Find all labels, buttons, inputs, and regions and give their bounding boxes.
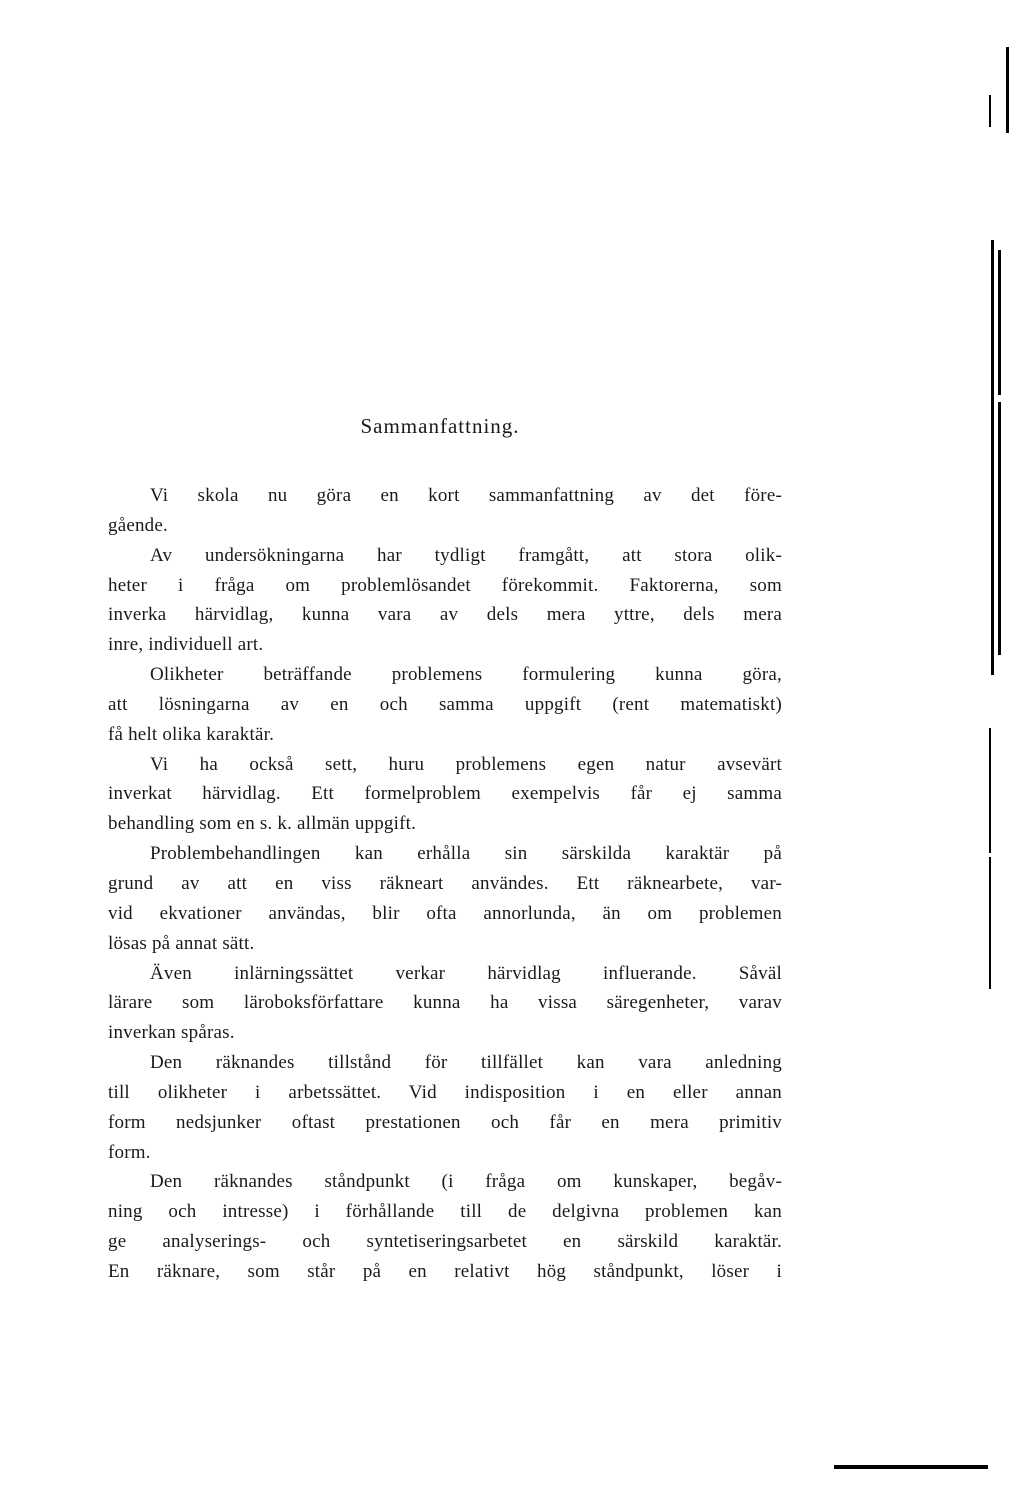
text-line: form. [108, 1141, 151, 1163]
margin-rule [991, 240, 994, 675]
bottom-rule [834, 1465, 988, 1469]
text-line: Problembehandlingen kan erhålla sin särskilda karaktär på [150, 843, 782, 865]
text-line: inverkan spåras. [108, 1022, 235, 1044]
text-line: inverka härvidlag, kunna vara av dels mera yttre, dels mera [108, 604, 782, 626]
body-text [108, 481, 782, 1287]
text-line: En räknare, som står på en relativt hög ståndpunkt, löser i [108, 1260, 782, 1282]
margin-rule [1006, 47, 1009, 133]
text-line: grund av att en viss räkneart användes. Ett räknearbete, var- [108, 872, 782, 894]
text-line: lösas på annat sätt. [108, 932, 255, 954]
text-line: lärare som läroboksförfattare kunna ha vissa säregenheter, varav [108, 992, 782, 1014]
text-line: Den räknandes ståndpunkt (i fråga om kunskaper, begåv- [150, 1171, 782, 1193]
margin-rule [998, 402, 1001, 655]
margin-rule [998, 250, 1001, 395]
text-line: gående. [108, 514, 168, 536]
text-line: ge analyserings- och syntetiseringsarbetet en särskild karaktär. [108, 1231, 782, 1253]
margin-rule [989, 728, 991, 853]
text-line: att lösningarna av en och samma uppgift (rent matematiskt) [108, 693, 782, 715]
text-line: inverkat härvidlag. Ett formelproblem exempelvis får ej samma [108, 783, 782, 805]
text-line: få helt olika karaktär. [108, 723, 275, 745]
text-line: Vi skola nu göra en kort sammanfattning av det före- [150, 485, 782, 506]
margin-rule [989, 857, 991, 989]
text-line: ning och intresse) i förhållande till de delgivna problemen kan [108, 1201, 782, 1223]
text-line: inre, individuell art. [108, 634, 264, 656]
text-line: vid ekvationer användas, blir ofta annorlunda, än om problemen [108, 902, 782, 924]
text-line: Vi ha också sett, huru problemens egen natur avsevärt [150, 753, 782, 775]
text-line: Den räknandes tillstånd för tillfället kan vara anledning [150, 1052, 782, 1074]
text-line: heter i fråga om problemlösandet förekommit. Faktorerna, som [108, 574, 782, 596]
text-line: Olikheter beträffande problemens formulering kunna göra, [150, 664, 782, 686]
text-line: till olikheter i arbetssättet. Vid indisposition i en eller annan [108, 1081, 782, 1103]
text-line: Även inlärningssättet verkar härvidlag influerande. Såväl [150, 962, 782, 984]
text-line: Av undersökningarna har tydligt framgått, att stora olik- [150, 544, 782, 566]
text-line: behandling som en s. k. allmän uppgift. [108, 813, 417, 835]
margin-rule [989, 95, 991, 127]
page-heading: Sammanfattning. [360, 414, 520, 438]
text-line: form nedsjunker oftast prestationen och får en mera primitiv [108, 1111, 782, 1133]
